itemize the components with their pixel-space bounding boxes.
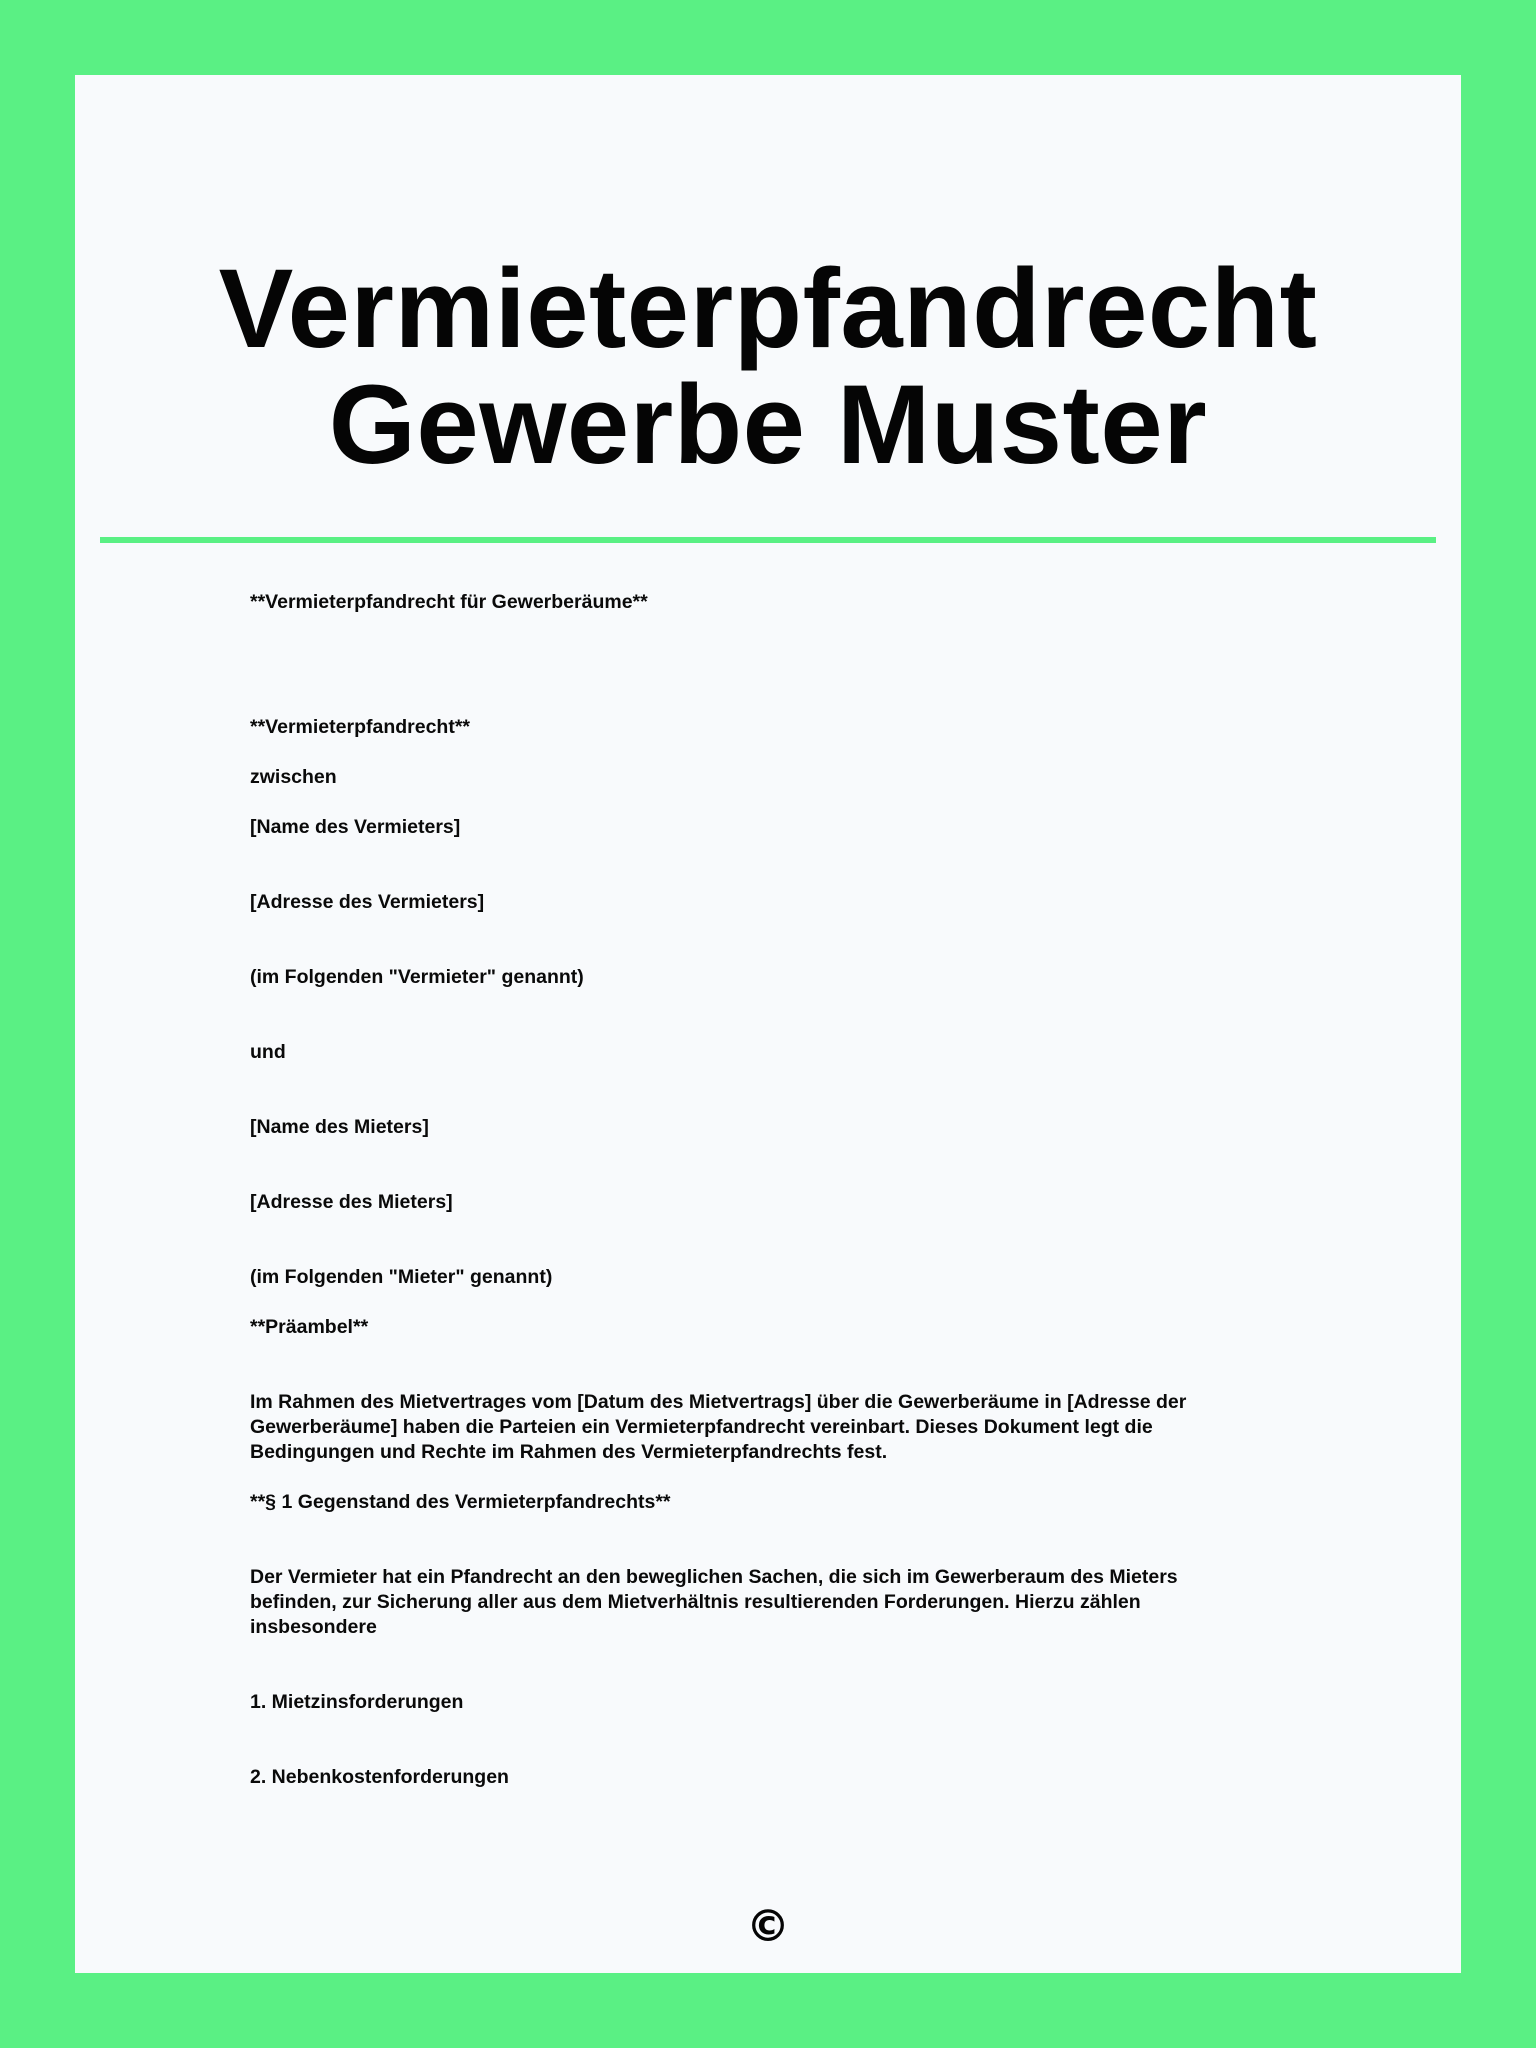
between-label: zwischen: [250, 766, 337, 788]
tenant-name: [Name des Mieters]: [250, 1116, 429, 1138]
and-label: und: [250, 1041, 286, 1063]
landlord-alias: (im Folgenden "Vermieter" genannt): [250, 966, 584, 988]
section-1-text: Der Vermieter hat ein Pfandrecht an den beweglichen Sachen, die sich im Gewerberaum des Mieters befinden, zur Sicherung aller aus dem Mietverhältnis resultierenden Forderungen. Hierzu zählen insbesondere: [250, 1566, 1178, 1638]
section-1-heading: **§ 1 Gegenstand des Vermieterpfandrechts**: [250, 1491, 671, 1513]
title-divider: [100, 537, 1436, 543]
preamble-heading: **Präambel**: [250, 1316, 369, 1338]
landlord-address: [Adresse des Vermieters]: [250, 891, 485, 913]
title-line-2: Gewerbe Muster: [328, 362, 1208, 487]
copyright-icon: ©: [746, 1901, 790, 1952]
document-heading: **Vermieterpfandrecht für Gewerberäume**: [250, 591, 648, 613]
contract-subheading: **Vermieterpfandrecht**: [250, 716, 471, 738]
document-page: [75, 75, 1461, 1973]
title-line-1: Vermieterpfandrecht: [218, 246, 1318, 371]
preamble-text: Im Rahmen des Mietvertrages vom [Datum des Mietvertrags] über die Gewerberäume in [Adresse der Gewerberäume] haben die Parteien ein Vermieterpfandrecht vereinbart. Dieses Dokument legt die Bedingungen und Rechte im Rahmen des Vermieterpfandrechts fest.: [250, 1391, 1187, 1463]
document-title: [75, 246, 1461, 487]
tenant-address: [Adresse des Mieters]: [250, 1191, 453, 1213]
landlord-name: [Name des Vermieters]: [250, 816, 461, 838]
list-item-2: 2. Nebenkostenforderungen: [250, 1766, 509, 1788]
tenant-alias: (im Folgenden "Mieter" genannt): [250, 1266, 553, 1288]
list-item-1: 1. Mietzinsforderungen: [250, 1691, 464, 1713]
